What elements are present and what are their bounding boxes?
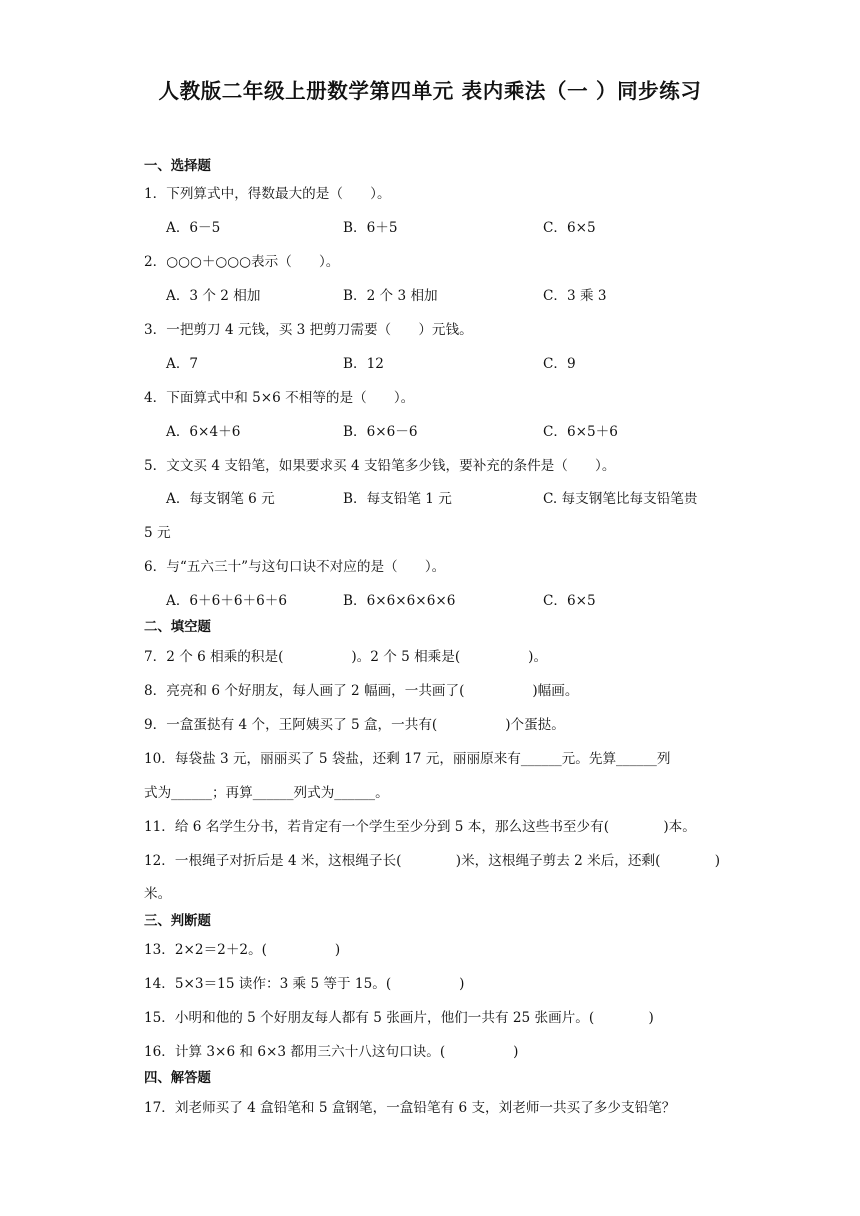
q3-option-a: A．7 <box>166 356 199 372</box>
question-14: 14．5×3＝15 读作：3 乘 5 等于 15。( ) <box>144 976 465 992</box>
question-13: 13．2×2＝2＋2。( ) <box>144 942 341 958</box>
q2-option-b: B．2 个 3 相加 <box>343 288 438 304</box>
q5-option-c: C. 每支钢笔比每支铅笔贵 <box>543 491 698 507</box>
question-15: 15．小明和他的 5 个好朋友每人都有 5 张画片，他们一共有 25 张画片。( ) <box>144 1010 654 1026</box>
question-9: 9．一盒蛋挞有 4 个，王阿姨买了 5 盒，一共有( )个蛋挞。 <box>144 717 565 733</box>
question-10-line-2: 式为______；再算______列式为______。 <box>144 785 389 801</box>
question-1: 1．下列算式中，得数最大的是（ ）。 <box>144 186 391 202</box>
question-17: 17．刘老师买了 4 盒铅笔和 5 盒钢笔，一盒铅笔有 6 支，刘老师一共买了多少支铅笔？ <box>144 1100 676 1116</box>
section-heading-solve: 四、解答题 <box>144 1071 211 1086</box>
section-heading-choice: 一、选择题 <box>144 159 211 174</box>
q4-option-c: C．6×5＋6 <box>543 424 618 440</box>
q3-option-b: B．12 <box>343 356 384 372</box>
question-8: 8．亮亮和 6 个好朋友，每人画了 2 幅画，一共画了( )幅画。 <box>144 683 579 699</box>
section-heading-fill: 二、填空题 <box>144 620 211 635</box>
q1-option-b: B．6＋5 <box>343 220 398 236</box>
q5-option-c-continued: 5 元 <box>144 525 171 541</box>
question-11: 11．给 6 名学生分书，若肯定有一个学生至少分到 5 本，那么这些书至少有( )本。 <box>144 819 696 835</box>
q3-option-c: C．9 <box>543 356 576 372</box>
q6-option-b: B．6×6×6×6×6 <box>343 593 456 609</box>
question-10-line-1: 10．每袋盐 3 元，丽丽买了 5 袋盐，还剩 17 元，丽丽原来有______元。先算______列 <box>144 751 671 767</box>
question-12-line-2: 米。 <box>144 886 172 902</box>
question-12-line-1: 12．一根绳子对折后是 4 米，这根绳子长( )米，这根绳子剪去 2 米后，还剩( ) <box>144 853 721 869</box>
question-16: 16．计算 3×6 和 6×3 都用三六十八这句口诀。( ) <box>144 1044 519 1060</box>
page-title: 人教版二年级上册数学第四单元 表内乘法（一 ）同步练习 <box>158 79 702 103</box>
section-heading-judge: 三、判断题 <box>144 914 211 929</box>
question-5: 5．文文买 4 支铅笔，如果要求买 4 支铅笔多少钱，要补充的条件是（ ）。 <box>144 458 616 474</box>
question-6: 6．与“五六三十”与这句口诀不对应的是（ ）。 <box>144 559 446 575</box>
q4-option-a: A．6×4＋6 <box>166 424 241 440</box>
q2-option-c: C．3 乘 3 <box>543 288 607 304</box>
q2-option-a: A．3 个 2 相加 <box>166 288 261 304</box>
question-7: 7．2 个 6 相乘的积是( )。2 个 5 相乘是( )。 <box>144 649 548 665</box>
q6-option-c: C．6×5 <box>543 593 596 609</box>
q5-option-a: A．每支钢笔 6 元 <box>166 491 275 507</box>
q1-option-a: A．6－5 <box>166 220 221 236</box>
question-4: 4．下面算式中和 5×6 不相等的是（ ）。 <box>144 390 415 406</box>
q4-option-b: B．6×6－6 <box>343 424 418 440</box>
q1-option-c: C．6×5 <box>543 220 596 236</box>
q5-option-b: B．每支铅笔 1 元 <box>343 491 452 507</box>
question-3: 3．一把剪刀 4 元钱，买 3 把剪刀需要（ ）元钱。 <box>144 322 473 338</box>
question-2: 2．○○○＋○○○表示（ ）。 <box>144 254 340 270</box>
q6-option-a: A．6＋6＋6＋6＋6 <box>166 593 288 609</box>
